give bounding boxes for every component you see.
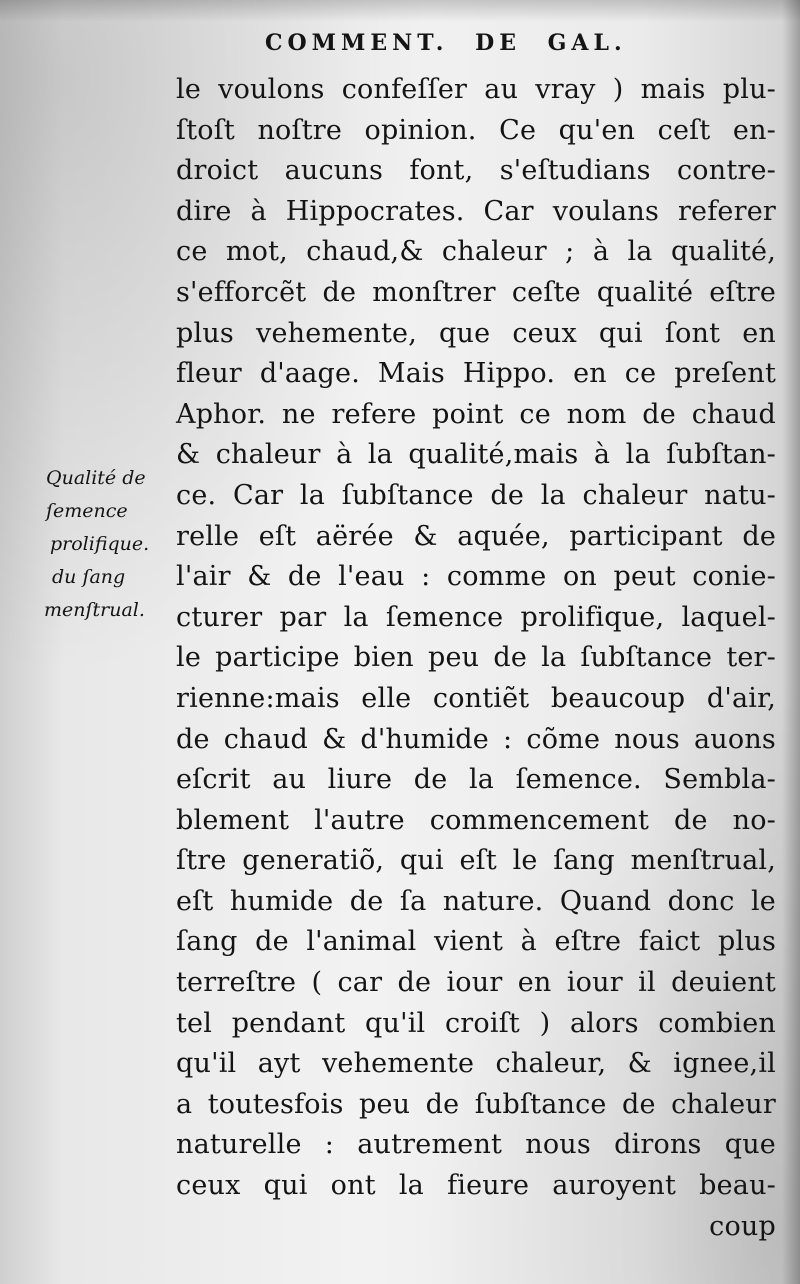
text-line: ce mot, chaud,& chaleur ; à la qualité, xyxy=(176,236,776,268)
text-line: le voulons confeſſer au vray ) mais plu- xyxy=(176,74,776,105)
text-line: plus vehemente, que ceux qui ſont en xyxy=(176,317,776,349)
text-line: eſcrit au liure de la ſemence. Sembla- xyxy=(176,764,776,796)
text-line: le participe bien peu de la ſubſtance ter- xyxy=(176,642,776,674)
text-line: tel pendant qu'il croiſt ) alors combien xyxy=(176,1007,776,1039)
text-line: cturer par la ſemence prolifique, laquel- xyxy=(176,601,776,633)
catchword: coup xyxy=(709,1210,776,1242)
margin-note-line: du ſang xyxy=(52,566,126,588)
text-line: a toutesfois peu de ſubſtance de chaleur xyxy=(176,1088,776,1120)
text-line: naturelle : autrement nous dirons que xyxy=(176,1129,776,1161)
page-top-shadow xyxy=(0,0,800,22)
text-line: ce. Car la ſubſtance de la chaleur natu- xyxy=(176,479,776,511)
margin-note-line: menſtrual. xyxy=(44,599,145,621)
margin-note-line: ſemence xyxy=(46,500,128,522)
text-line: l'air & de l'eau : comme on peut conie- xyxy=(176,561,776,593)
text-line: droict aucuns font, s'eſtudians contre- xyxy=(176,155,776,187)
margin-note-line: Qualité de xyxy=(46,467,146,489)
text-line: Aphor. ne refere point ce nom de chaud xyxy=(176,398,776,430)
text-line: & chaleur à la qualité,mais à la ſubſtan- xyxy=(176,439,776,471)
text-line: ſang de l'animal vient à eſtre faict plus xyxy=(176,926,776,958)
text-line: fleur d'aage. Mais Hippo. en ce preſent xyxy=(176,358,776,390)
text-line: qu'il ayt vehemente chaleur, & ignee,il xyxy=(176,1048,776,1080)
text-line: blement l'autre commencement de no- xyxy=(176,804,776,836)
text-line: relle eſt aërée & aquée, participant de xyxy=(176,520,776,552)
running-head: COMMENT. DE GAL. xyxy=(265,30,627,56)
text-line: rienne:mais elle contiẽt beaucoup d'air, xyxy=(176,682,776,714)
text-line: ſtre generatiõ, qui eſt le ſang menſtrual, xyxy=(176,845,776,877)
page-gutter-shadow xyxy=(782,0,800,1284)
text-line: dire à Hippocrates. Car voulans referer xyxy=(176,195,776,227)
text-line: s'efforcẽt de monſtrer ceſte qualité eſtre xyxy=(176,276,776,308)
text-line: de chaud & d'humide : cõme nous auons xyxy=(176,723,776,755)
text-line: eſt humide de ſa nature. Quand donc le xyxy=(176,885,776,917)
text-line: terreſtre ( car de iour en iour il deuient xyxy=(176,967,776,999)
margin-note-line: prolifique. xyxy=(50,533,150,555)
text-line: ſtoſt noſtre opinion. Ce qu'en ceſt en- xyxy=(176,114,776,146)
body-text xyxy=(176,70,776,1247)
text-line: ceux qui ont la fieure auroyent beau- xyxy=(176,1170,776,1202)
margin-note xyxy=(38,462,178,627)
